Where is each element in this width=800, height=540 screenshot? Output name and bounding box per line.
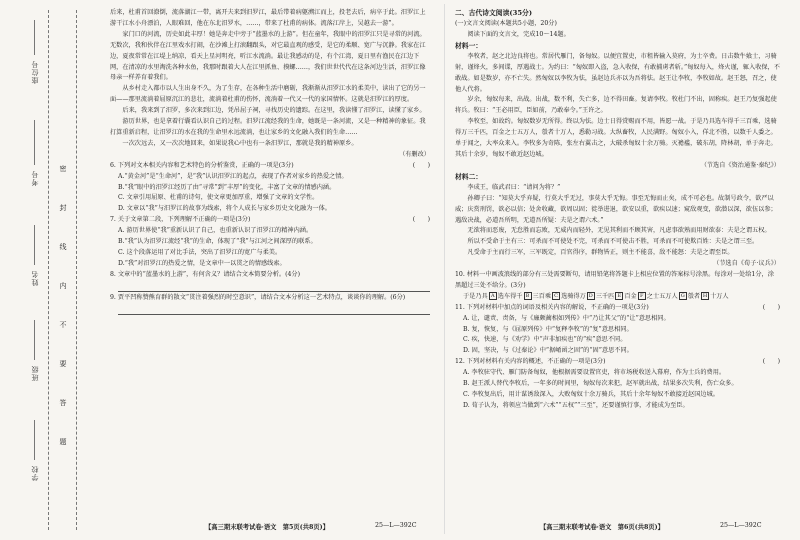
option: A.“黄金河”是“生命河”，是“我”认识汨罗江的起点，表现了作者对家乡的热爱之情。 <box>118 172 348 180</box>
option: D. 荀子认为，将领应当做到“六术”“五权”“三至”，还要谨慎行事，才能成为至臣。 <box>463 401 689 409</box>
segment: 于是乃具 <box>463 292 488 300</box>
seal-char: 封 <box>59 204 67 212</box>
break-box[interactable]: A <box>489 292 497 300</box>
label-exam-number: 考号 <box>31 170 39 186</box>
essay-paragraph: 后来，我来到了汨罗，多次来到江边，凭吊屈子祠，寻找历史的遗踪。在这里，我读懂了汨罗江，读懂了家乡。 <box>122 107 426 115</box>
question-10: 10. 材料一中画波浪线的部分有三处需要断句，请用铅笔将答题卡上相应位置的答案标号涂黑。每涂对一处给1分，涂黑超过三处不给分。(3分) <box>455 271 774 289</box>
binding-margin <box>0 0 92 540</box>
question-9: 9. 贾平凹称赞熊育群的散文“贯注着强烈的时空意识”，请结合文本分析这一艺术特点，谈谈你的理解。(6分) <box>110 293 406 301</box>
answer-paren: ( ) <box>412 216 430 224</box>
option: B.“我”认为汨罗江流经“我”的生命，体现了“我”与江河之间深厚的联系。 <box>118 238 317 246</box>
question-stem: 6. 下列对文本相关内容和艺术特色的分析鉴赏，正确的一项是(3分) <box>110 161 294 169</box>
seal-text <box>58 150 68 462</box>
material-paragraph: 岁余，匈奴每来，出战。出战，数不利，失亡多，边不得田畜。复请李牧。牧杜门不出，固称疾。赵王乃复强起使将兵。牧曰：“王必用臣，臣如前，乃敢奉令。”王许之。 <box>455 96 777 115</box>
question-8: 8. 文章中的“蓝墨水的上游”，有何含义？请结合文本简要分析。(4分) <box>110 270 301 278</box>
essay-paragraph: 游历世界，也是拿着行囊看认识自己的过程。汨罗江流经我的生命，她既是一条河流，又是一种精神的象征。我打算重新启程，让汨罗江的水在我的生命里永远流淌，也让家乡的文化融入我们的生命…… <box>110 118 426 136</box>
essay-paragraph: 一次次远去，又一次次地回来，如果说我心中也有一条汨罗江，那就是我的精神原乡。 <box>122 139 358 147</box>
option: C. 疾，快速，与《劝学》中“声非加疾也”的“疾”意思不同。 <box>463 336 627 344</box>
seal-char: 线 <box>59 243 67 251</box>
material-2-title: 材料二： <box>455 172 483 181</box>
option: B. 复，恢复，与《屈原列传》中“复释李牧”的“复”意思相同。 <box>463 325 633 333</box>
question-6 <box>110 161 430 172</box>
name-blank <box>34 225 35 265</box>
segment: 百金 <box>624 292 637 300</box>
seal-char: 密 <box>59 165 67 173</box>
question-stem: 7. 关于文章第二段，下列理解不正确的一项是(3分) <box>110 216 251 224</box>
material-paragraph: 凡受命于主而行三军，三军既定，百官得序，群物皆正，则主不能喜，敌不能怒：夫是之谓至臣。 <box>467 249 734 257</box>
left-page-column <box>110 8 430 316</box>
section-heading: 二、古代诗文阅读(35分) <box>455 9 533 17</box>
material-1-title: 材料一： <box>455 41 483 50</box>
segment: 之士五万人 <box>646 292 678 300</box>
left-footer-code: 25—L—392C <box>375 522 417 529</box>
label-school: 学校 <box>31 465 39 481</box>
material-paragraph: 孙卿子曰：“知莫大乎弃疑，行莫大乎无过，事莫大乎无悔。事至无悔而止矣，成不可必也。故制号政令，欲严以威；庆赏刑罚，欲必以信；处舍收藏，欲周以固；徙举进退，欲安以重，欲疾以速；窥敌观变，欲潜以深，欲伍以参；遇敌决战，必道吾所明，无道吾所疑：夫是之谓六术。” <box>455 194 777 224</box>
binding-line <box>48 10 49 530</box>
option: B.“我”眼中的汨罗江经历了由“寻常”到“丰厚”的变化，丰富了文章的情感内涵。 <box>118 183 336 191</box>
instruction: 阅读下面的文言文，完成10～14题。 <box>467 30 570 38</box>
binding-line-2 <box>76 10 77 530</box>
answer-paren: ( ) <box>762 303 780 311</box>
question-11 <box>455 303 780 314</box>
left-footer <box>205 522 329 531</box>
segment: 选车得千 <box>497 292 523 300</box>
option: A. 游历世界使“我”重新认识了自己，也重新认识了汨罗江的精神内涵。 <box>118 227 313 235</box>
material-paragraph: 李牧者，赵之北边良将也。常居代雁门，备匈奴。以便宜置吏，市租皆输入莫府，为士卒费。日击数牛飨士，习骑射，谨烽火，多间谍，厚遇战士。为约曰：“匈奴即入盗，急入收保，有敢捕虏者斩。”匈奴每入，烽火谨，辄入收保，不敢战。如是数岁，亦不亡失。然匈奴以李牧为怯，虽赵边兵亦以为吾将怯。赵王让李牧，李牧如故。赵王怒，召之，使他人代将。 <box>455 52 780 93</box>
option: A. 让，谴责、责备，与《廉颇蔺相如列传》中“乃让其父”的“让”意思相同。 <box>463 314 670 322</box>
material-paragraph: 所以不受命于主有三：可杀而不可使处不完，可杀而不可使击不胜，可杀而不可使欺百姓：夫是之谓三至。 <box>467 238 759 246</box>
class-blank <box>34 320 35 360</box>
seal-char: 题 <box>59 438 67 446</box>
label-seat-number: 座位号 <box>31 60 39 84</box>
segment: 十万人 <box>710 292 729 300</box>
break-box[interactable]: H <box>702 293 708 300</box>
segment: 三千匹 <box>595 292 615 300</box>
option: B. 赵王派人替代李牧后，一年多的时间里，匈奴每次来犯，赵军就出战，结果多次失利，伤亡众多。 <box>463 380 738 388</box>
school-blank <box>34 420 35 460</box>
subsection-heading: (一)文言文阅读(本题共5小题，20分) <box>455 20 557 27</box>
break-box[interactable]: C <box>552 292 560 300</box>
segment: 彀者 <box>687 292 701 300</box>
right-page-column <box>455 8 780 412</box>
essay-paragraph: 家门口的河流，历史如此丰厚！她是奔走中旁于“蓝墨水的上游”。但在童年，我眼中的汨罗江只是寻常的河流。无数次，我和伙伴在江里戏水打闹，在沙滩上打滚翻跟头，对它最直观的感受，是它的柔顺、宽广与沉静。我家在江边，夏夜常常在江堤上纳凉，看天上星河明亮，听江水流淌。最让我感动的是，有个江湾，夏日里有渔民在江边下网，在清凉的水里淘洗各种水鱼，我那时跟着大人在江里抓鱼、摸螺……，我们世世代代在这条河边生活，汨罗江像母亲一样养育着我们。 <box>110 30 426 82</box>
question-12 <box>455 357 780 368</box>
right-footer <box>540 522 664 531</box>
material-2-source: （节选自《荀子·议兵》） <box>713 260 780 268</box>
option: C. 这个段落运用了对比手法，突出了汨罗江的宽广与柔美。 <box>118 248 282 256</box>
material-paragraph: 李牧至，如故约。匈奴数岁无所得。终以为怯。边士日得赏赐而不用，皆愿一战。于是乃具选车得千三百乘，选骑得万三千匹，百金之士五万人，彀者十万人，悉勒习战。大纵畜牧，人民满野。匈奴小入，佯北不胜，以数千人委之。单于闻之，大率众来入。李牧多为奇陈，张左右翼击之，大破杀匈奴十余万骑。灭襜褴，破东胡，降林胡，单于奔走。其后十余岁，匈奴不敢近赵边城。 <box>455 118 777 158</box>
question-7 <box>110 215 430 226</box>
punctuation-line <box>455 292 780 303</box>
option: C. 李牧复出后，用计谋诱敌深入，大败匈奴十余万骑兵，其后十余年匈奴不敢接近赵国边城。 <box>463 391 719 398</box>
answer-paren: ( ) <box>762 358 780 366</box>
seal-char: 不 <box>59 321 67 329</box>
material-paragraph: 无欲将而恶废，无怠胜而忘败，无威内而轻外，无见其利而不顾其害，凡虑事欲熟而用财欲泰：夫是之谓五权。 <box>467 227 771 235</box>
break-box[interactable]: F <box>638 292 646 300</box>
segment: 选骑得万 <box>561 292 586 300</box>
material-paragraph: 李成王，临武君曰：“请问为将？” <box>467 183 561 191</box>
essay-source: （有删改） <box>399 150 430 158</box>
answer-line[interactable] <box>118 282 430 292</box>
option: D. 固，坚决，与《过秦论》中“据崤函之固”的“固”意思不同。 <box>463 347 633 355</box>
essay-paragraph: 后来，杜甫首回潦倒，流落湖江一带，离开夫来到汨罗江，最后带着病躯溯江而上，投老去后，病卒于此。汨罗江上游干江水小舟漂泊，人眼难回，他在东北汨罗水，……，带来了杜甫的病体。流落江岸上，吴越去一游”。 <box>110 9 426 27</box>
material-1-source: （节选自《资治通鉴·秦纪》） <box>700 161 780 169</box>
footer-title: 【高三期末联考试卷·语文 第5页(共8页)】 <box>205 524 329 531</box>
footer-title: 【高三期末联考试卷·语文 第6页(共8页)】 <box>540 524 664 531</box>
label-name: 姓名 <box>31 270 39 286</box>
question-stem: 12. 下列对材料有关内容的概述，不正确的一项是(3分) <box>455 358 606 366</box>
exam-number-blank <box>34 120 35 165</box>
seal-char: 要 <box>59 360 67 368</box>
option: A. 李牧驻守代、雁门防备匈奴，他根据需要设置官吏，将市场税收送入幕府，作为士兵的费用。 <box>463 369 726 377</box>
right-footer-code: 25—L—392C <box>720 522 762 529</box>
seat-number-blank <box>34 20 35 55</box>
break-box[interactable]: D <box>588 293 593 300</box>
option: D. 文章以“我”与汨罗江的故事为线索，将个人成长与家乡历史文化融为一体。 <box>118 205 331 213</box>
break-box[interactable]: B <box>524 292 532 300</box>
seal-char: 内 <box>59 282 67 290</box>
option: C. 文章引用屈原、杜甫的诗句，使文章更加厚重，增强了文章的文学性。 <box>118 194 319 202</box>
seal-char: 答 <box>59 399 67 407</box>
break-box[interactable]: E <box>615 292 623 300</box>
option: D.“我”对汨罗江的热爱之情，是文章中一以贯之的情感线索。 <box>118 259 286 267</box>
segment: 三百乘 <box>532 292 552 300</box>
question-stem: 11. 下列对材料中加点的词语及相关内容的解说，不正确的一项是(3分) <box>455 303 649 311</box>
page-divider <box>444 4 445 534</box>
label-class: 班级 <box>31 365 39 381</box>
answer-line[interactable] <box>118 305 430 315</box>
essay-paragraph: 从乡村走入都市以人生出身不久，为了生存，在各种生活中磨砺，我渐渐从汨罗江水的柔美中，读出了它的另一面——那里流淌着屈原沉江的悲壮，流淌着杜甫的伤怀，流淌着一代又一代的家国情怀。这就是汨罗江的厚度。 <box>110 85 426 104</box>
break-box[interactable]: G <box>680 293 685 300</box>
answer-paren: ( ) <box>412 161 430 169</box>
